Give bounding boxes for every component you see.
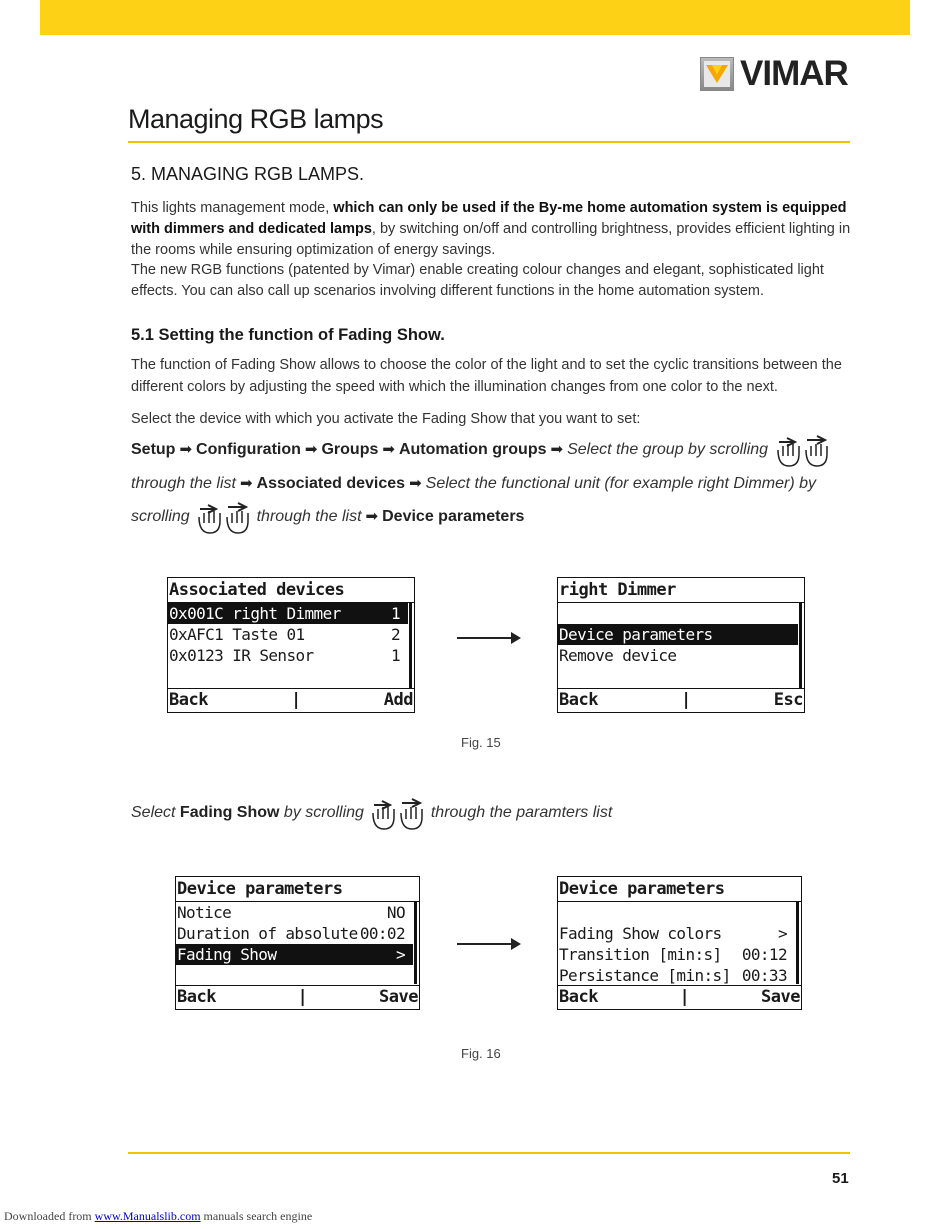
section-paragraph-1: This lights management mode, which can only be used if the By-me home automation system is equipped with dimmers and dedicated lamps, by switching on/off and controlling brightness, provides efficient lighting in the rooms while ensuring optimization of energy savings. <box>131 200 851 258</box>
screen-associated-devices <box>167 577 415 713</box>
nav-path-line-2: through the list ➡ Associated devices ➡ Select the functional unit (for example right Dimmer) by <box>131 466 851 502</box>
subsection-paragraph-2: Select the device with which you activate the Fading Show that you want to set: <box>131 411 641 427</box>
screen-title: Device parameters <box>176 877 419 902</box>
figure-caption: Fig. 16 <box>461 1046 501 1061</box>
back-softkey[interactable]: Back <box>559 690 598 710</box>
nav-path-line-1: Setup ➡ Configuration ➡ Groups ➡ Automation groups ➡ Select the group by scrolling <box>131 432 851 468</box>
scroll-hand-icon <box>194 499 252 535</box>
scrollbar[interactable] <box>409 603 412 688</box>
arrow-right-icon: ➡ <box>365 508 379 526</box>
add-softkey[interactable]: Add <box>383 690 413 710</box>
screen-device-parameters-1 <box>175 876 420 1010</box>
back-softkey[interactable]: Back <box>169 690 208 710</box>
vimar-logo <box>700 55 848 93</box>
page-number: 51 <box>832 1170 849 1187</box>
device-row[interactable]: 0x0123 IR Sensor 1 <box>169 646 400 665</box>
subsection-heading: 5.1 Setting the function of Fading Show. <box>131 326 445 344</box>
screen-footer: Back | Esc <box>559 690 803 710</box>
back-softkey[interactable]: Back <box>559 987 598 1007</box>
arrow-right-icon: ➡ <box>382 441 395 459</box>
save-softkey[interactable]: Save <box>761 987 800 1007</box>
footer-rule <box>128 1152 850 1154</box>
screen-device-parameters-2 <box>557 876 802 1010</box>
param-row-fading-show-colors[interactable]: Fading Show colors > <box>559 924 787 943</box>
download-footer: Downloaded from www.Manualslib.com manuals search engine <box>4 1209 313 1223</box>
scrollbar[interactable] <box>799 603 802 688</box>
screen-footer: Back | Save <box>559 987 800 1007</box>
menu-item-remove-device[interactable]: Remove device <box>559 646 677 665</box>
logo-wordmark: VIMAR <box>740 54 848 93</box>
screen-title: right Dimmer <box>558 578 804 603</box>
subsection-paragraph-1: The function of Fading Show allows to choose the color of the light and to set the cyclic transitions between the different colors by adjusting the speed with which the illumination changes from one color to the next. <box>131 357 842 395</box>
arrow-right-icon: ➡ <box>304 441 318 459</box>
param-row-persistance[interactable]: Persistance [min:s] 00:33 <box>559 966 787 985</box>
arrow-right-icon: ➡ <box>239 475 253 492</box>
param-row-transition[interactable]: Transition [min:s] 00:12 <box>559 945 787 964</box>
bold-requirement: which can only be used if the By-me home automation system is equipped with dimmers and dedicated lamps <box>131 200 847 237</box>
param-row-fading-show[interactable]: Fading Show > <box>176 944 413 965</box>
screen-right-dimmer <box>557 577 805 713</box>
screen-footer: Back | Save <box>177 987 418 1007</box>
esc-softkey[interactable]: Esc <box>773 690 803 710</box>
scrollbar[interactable] <box>796 902 799 984</box>
scrollbar[interactable] <box>414 902 417 984</box>
instruction-line: Select Fading Show by scrolling through the paramters list <box>131 795 851 831</box>
scroll-hand-icon <box>368 795 426 831</box>
vimar-logo-icon <box>700 57 734 91</box>
figure-caption: Fig. 15 <box>461 735 501 750</box>
manualslib-link[interactable]: www.Manualslib.com <box>94 1209 201 1223</box>
param-row-duration[interactable]: Duration of absolute 00:02 <box>177 924 405 943</box>
section-paragraph-2: The new RGB functions (patented by Vimar) enable creating colour changes and elegant, sophisticated light effects. You can also call up scenarios involving different functions in the home automation system. <box>131 262 824 299</box>
device-row[interactable]: 0xAFC1 Taste 01 2 <box>169 625 400 644</box>
arrow-right-icon: ➡ <box>409 475 422 492</box>
save-softkey[interactable]: Save <box>379 987 418 1007</box>
screen-footer: Back | Add <box>169 690 413 710</box>
page-title: Managing RGB lamps <box>128 104 384 134</box>
screen-title: Associated devices <box>168 578 414 603</box>
arrow-right-icon: ➡ <box>179 441 193 459</box>
menu-item-device-parameters[interactable]: Device parameters <box>558 624 798 645</box>
device-row[interactable]: 0x001C right Dimmer 1 <box>168 603 408 624</box>
top-yellow-bar <box>40 0 910 35</box>
section-heading: 5. MANAGING RGB LAMPS. <box>131 164 365 184</box>
param-row-notice[interactable]: Notice NO <box>177 903 405 922</box>
nav-path-line-3: scrolling through the list ➡ Device parameters <box>131 499 851 535</box>
scroll-hand-icon <box>773 432 831 468</box>
title-rule <box>128 141 850 143</box>
back-softkey[interactable]: Back <box>177 987 216 1007</box>
arrow-right-icon: ➡ <box>550 441 564 459</box>
screen-title: Device parameters <box>558 877 801 902</box>
flow-arrow-icon <box>457 637 519 639</box>
flow-arrow-icon <box>457 943 519 945</box>
